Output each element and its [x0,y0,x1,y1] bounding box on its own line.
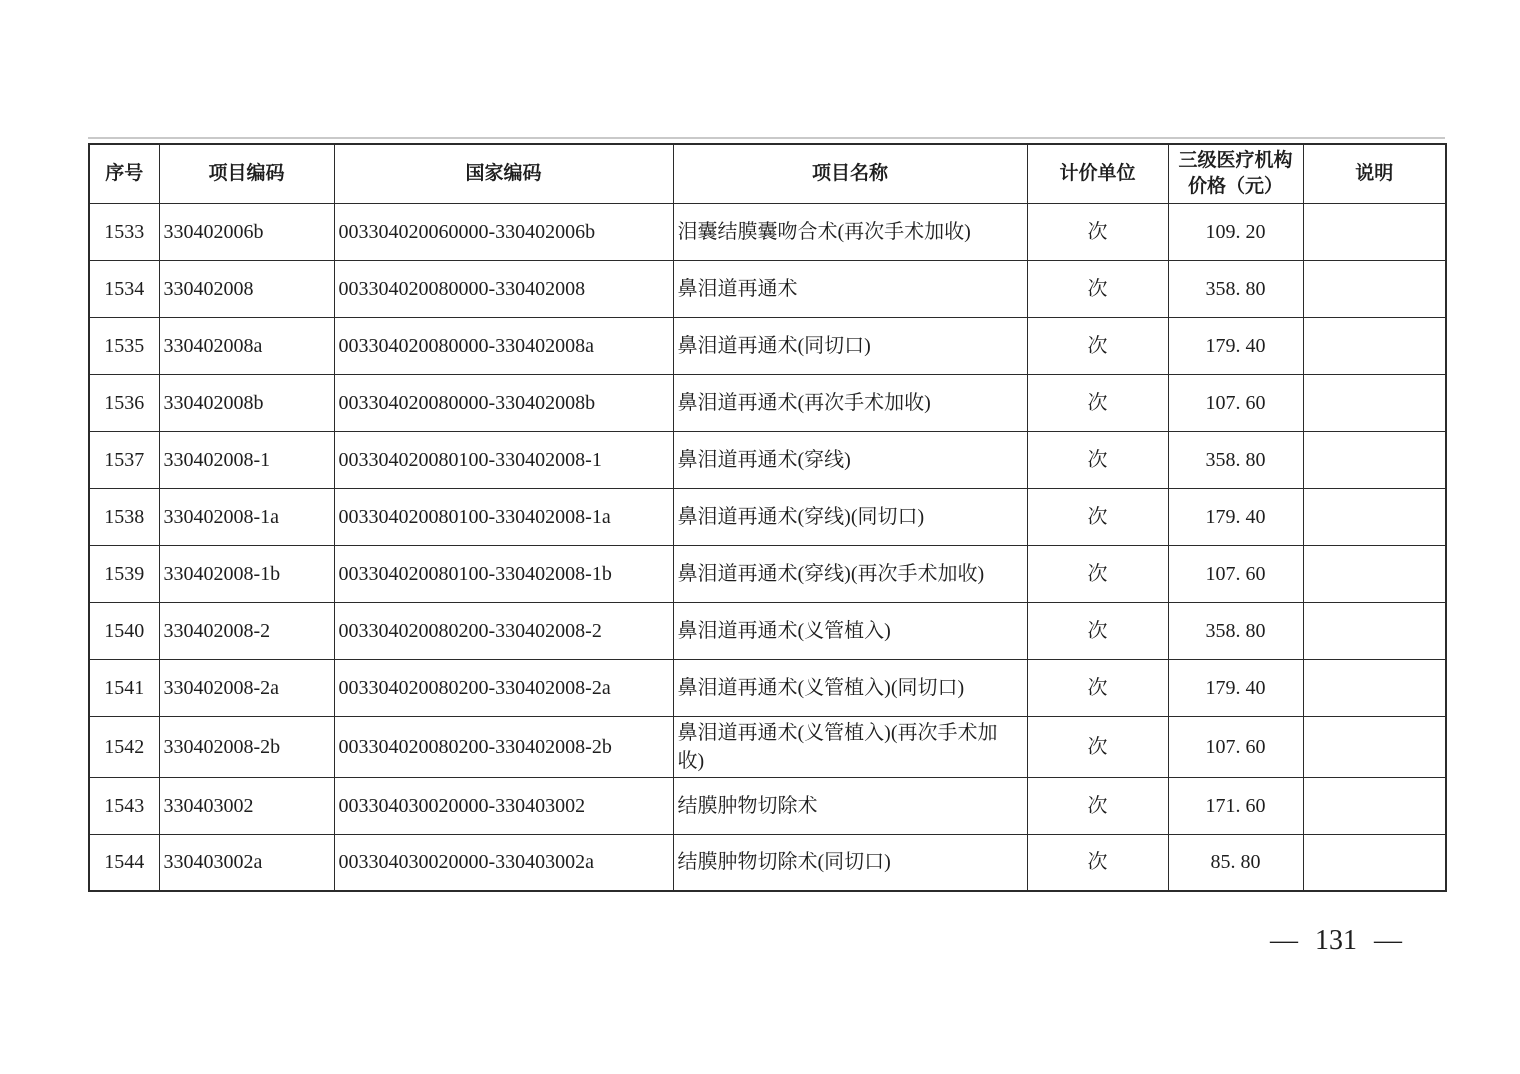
header-seq: 序号 [89,144,159,203]
table-row [89,716,1446,777]
page-number: — 131 — [1270,925,1402,956]
cell-item-code: 330402008-1a [159,488,334,545]
cell-seq: 1534 [89,260,159,317]
table-row [89,777,1446,834]
header-price: 三级医疗机构价格（元） [1168,144,1303,203]
cell-price: 107. 60 [1168,716,1303,777]
cell-note [1303,659,1446,716]
table-row [89,431,1446,488]
cell-item-code: 330403002 [159,777,334,834]
cell-unit: 次 [1027,545,1168,602]
cell-unit: 次 [1027,834,1168,891]
header-note: 说明 [1303,144,1446,203]
cell-unit: 次 [1027,488,1168,545]
header-item-code: 项目编码 [159,144,334,203]
table-row [89,602,1446,659]
cell-seq: 1535 [89,317,159,374]
cell-note [1303,488,1446,545]
cell-item-name: 结膜肿物切除术(同切口) [673,834,1027,891]
cell-item-name: 鼻泪道再通术(义管植入) [673,602,1027,659]
scan-shadow-line [88,137,1445,139]
cell-seq: 1539 [89,545,159,602]
cell-item-code: 330402006b [159,203,334,260]
cell-item-name: 结膜肿物切除术 [673,777,1027,834]
table-row [89,545,1446,602]
table-body [89,203,1446,891]
cell-price: 107. 60 [1168,374,1303,431]
cell-national-code: 003304020060000-330402006b [334,203,673,260]
cell-unit: 次 [1027,602,1168,659]
cell-note [1303,260,1446,317]
cell-national-code: 003304020080100-330402008-1 [334,431,673,488]
cell-note [1303,374,1446,431]
header-unit: 计价单位 [1027,144,1168,203]
table-row [89,317,1446,374]
cell-note [1303,317,1446,374]
cell-unit: 次 [1027,260,1168,317]
cell-price: 109. 20 [1168,203,1303,260]
cell-price: 358. 80 [1168,602,1303,659]
cell-national-code: 003304020080200-330402008-2 [334,602,673,659]
price-table [88,143,1447,892]
cell-unit: 次 [1027,203,1168,260]
table-row [89,203,1446,260]
cell-item-code: 330402008-2 [159,602,334,659]
cell-item-code: 330402008-1b [159,545,334,602]
cell-note [1303,834,1446,891]
cell-item-code: 330402008-2a [159,659,334,716]
cell-price: 107. 60 [1168,545,1303,602]
header-item-name: 项目名称 [673,144,1027,203]
table-row [89,488,1446,545]
cell-note [1303,777,1446,834]
cell-unit: 次 [1027,716,1168,777]
cell-note [1303,545,1446,602]
cell-item-name: 鼻泪道再通术(义管植入)(同切口) [673,659,1027,716]
cell-item-name: 泪囊结膜囊吻合术(再次手术加收) [673,203,1027,260]
cell-unit: 次 [1027,659,1168,716]
cell-item-code: 330402008 [159,260,334,317]
cell-note [1303,203,1446,260]
cell-seq: 1537 [89,431,159,488]
cell-seq: 1536 [89,374,159,431]
cell-item-code: 330402008-2b [159,716,334,777]
cell-item-name: 鼻泪道再通术(穿线) [673,431,1027,488]
cell-seq: 1543 [89,777,159,834]
cell-national-code: 003304020080000-330402008b [334,374,673,431]
cell-item-name: 鼻泪道再通术(穿线)(同切口) [673,488,1027,545]
cell-unit: 次 [1027,317,1168,374]
cell-unit: 次 [1027,777,1168,834]
cell-item-name: 鼻泪道再通术(同切口) [673,317,1027,374]
header-national-code: 国家编码 [334,144,673,203]
cell-note [1303,602,1446,659]
cell-price: 358. 80 [1168,431,1303,488]
cell-seq: 1541 [89,659,159,716]
cell-price: 179. 40 [1168,317,1303,374]
cell-item-name: 鼻泪道再通术(再次手术加收) [673,374,1027,431]
cell-item-code: 330402008-1 [159,431,334,488]
cell-note [1303,716,1446,777]
cell-item-code: 330402008b [159,374,334,431]
cell-national-code: 003304020080100-330402008-1a [334,488,673,545]
table-row [89,374,1446,431]
table-row [89,659,1446,716]
table-row [89,260,1446,317]
cell-price: 179. 40 [1168,488,1303,545]
cell-national-code: 003304020080000-330402008 [334,260,673,317]
cell-price: 85. 80 [1168,834,1303,891]
cell-price: 171. 60 [1168,777,1303,834]
cell-national-code: 003304030020000-330403002 [334,777,673,834]
cell-seq: 1533 [89,203,159,260]
cell-price: 358. 80 [1168,260,1303,317]
cell-item-name: 鼻泪道再通术(穿线)(再次手术加收) [673,545,1027,602]
cell-price: 179. 40 [1168,659,1303,716]
cell-national-code: 003304020080000-330402008a [334,317,673,374]
table-row [89,834,1446,891]
cell-national-code: 003304030020000-330403002a [334,834,673,891]
cell-item-code: 330403002a [159,834,334,891]
cell-item-name: 鼻泪道再通术 [673,260,1027,317]
cell-note [1303,431,1446,488]
cell-unit: 次 [1027,431,1168,488]
cell-seq: 1542 [89,716,159,777]
cell-unit: 次 [1027,374,1168,431]
cell-seq: 1540 [89,602,159,659]
cell-national-code: 003304020080200-330402008-2a [334,659,673,716]
cell-item-name: 鼻泪道再通术(义管植入)(再次手术加收) [673,716,1027,777]
cell-seq: 1544 [89,834,159,891]
cell-national-code: 003304020080100-330402008-1b [334,545,673,602]
cell-seq: 1538 [89,488,159,545]
cell-national-code: 003304020080200-330402008-2b [334,716,673,777]
table-header-row [89,144,1446,203]
cell-item-code: 330402008a [159,317,334,374]
